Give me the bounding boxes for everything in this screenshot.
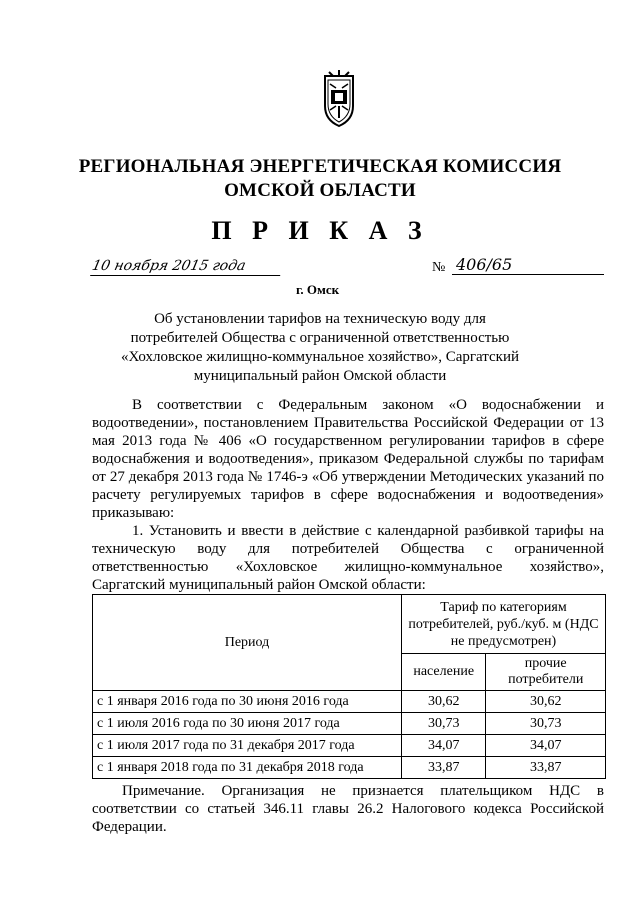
order-subject: Об установлении тарифов на техническую воду для потребителей Общества с ограниченной ответственностью «Хохловское жилищно-коммунальное хозяйство», Саргатский муниципальный район Омской области (120, 311, 520, 384)
org-name-line2: ОМСКОЙ ОБЛАСТИ (224, 180, 416, 201)
vat-note: Примечание. Организация не признается плательщиком НДС в соответствии со статьей 346.11 главы 26.2 Налогового кодекса Российской Федерации. (92, 783, 604, 835)
cell-period: с 1 января 2016 года по 30 июня 2016 года (93, 691, 402, 713)
item-1-paragraph: 1. Установить и ввести в действие с календарной разбивкой тарифы на техническую воду для потребителей Общества с ограниченной ответственностью «Хохловское жилищно-коммунальное хозяйство», Саргатский муниципальный район Омской области: (92, 523, 604, 593)
table-row (93, 713, 606, 735)
city-label: г. Омск (296, 282, 340, 297)
cell-other: 30,62 (486, 691, 606, 713)
cell-period: с 1 июля 2017 года по 31 декабря 2017 года (93, 735, 402, 757)
cell-period: с 1 июля 2016 года по 30 июня 2017 года (93, 713, 402, 735)
cell-period: с 1 января 2018 года по 31 декабря 2018 года (93, 757, 402, 779)
table-row (93, 735, 606, 757)
doc-type-title: П Р И К А З (211, 216, 429, 245)
cell-population: 34,07 (402, 735, 486, 757)
cell-population: 30,73 (402, 713, 486, 735)
number-label: № (432, 260, 446, 275)
preamble-paragraph: В соответствии с Федеральным законом «О водоснабжении и водоотведении», постановлением Правительства Российской Федерации от 13 мая 2013 года № 406 «О государственном регулировании тарифов в сфере водоснабжения и водоотведения», приказом Федеральной службы по тарифам от 27 декабря 2013 года № 1746-э «Об утверждении Методических указаний по расчету регулируемых тарифов в сфере водоснабжения и водоотведения» приказываю: (92, 397, 604, 521)
col-header-population: население (402, 654, 486, 691)
col-header-period: Период (93, 595, 402, 691)
coat-of-arms-icon (322, 70, 356, 128)
table-row (93, 757, 606, 779)
handwritten-date: 10 ноября 2015 года (90, 258, 284, 276)
cell-population: 30,62 (402, 691, 486, 713)
cell-other: 34,07 (486, 735, 606, 757)
table-row (93, 691, 606, 713)
tariff-table (92, 594, 606, 779)
order-body (92, 396, 604, 594)
cell-other: 30,73 (486, 713, 606, 735)
handwritten-number: 406/65 (452, 255, 604, 275)
col-header-other: прочие потребители (486, 654, 606, 691)
col-header-tariff-group: Тариф по категориям потребителей, руб./куб. м (НДС не предусмотрен) (402, 595, 606, 654)
cell-other: 33,87 (486, 757, 606, 779)
cell-population: 33,87 (402, 757, 486, 779)
org-name-line1: РЕГИОНАЛЬНАЯ ЭНЕРГЕТИЧЕСКАЯ КОМИССИЯ (78, 156, 562, 177)
